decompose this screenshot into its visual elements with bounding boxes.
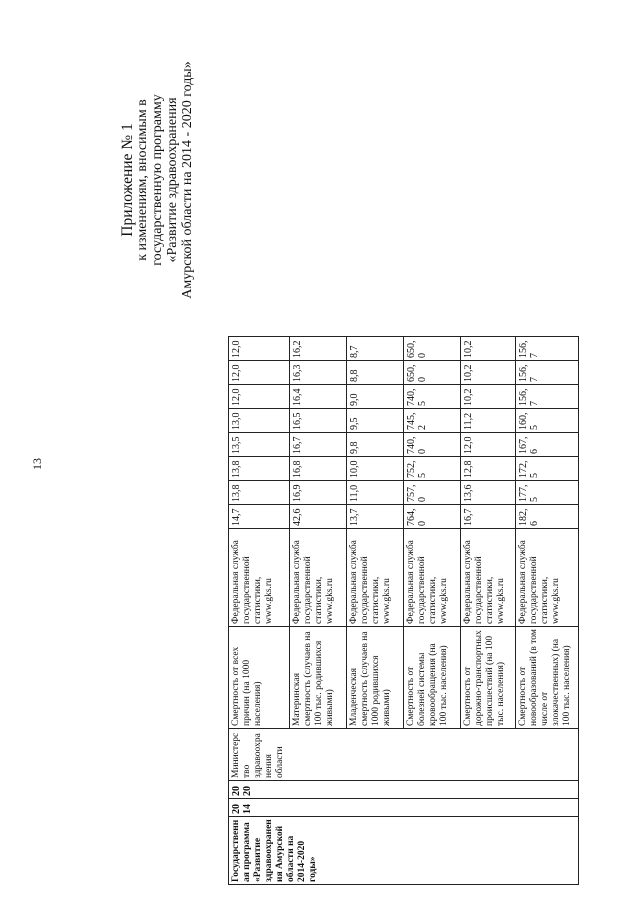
value-cell: 740,5 [404, 385, 461, 409]
value-cell: 156,7 [516, 361, 579, 385]
indicator-cell: Смертность от новообразований (в том числе от злокачественных) (на 100 тыс. населения) [516, 627, 579, 729]
value-cell: 650,0 [404, 337, 461, 361]
value-cell: 16,2 [290, 337, 347, 361]
value-cell: 13,7 [347, 505, 404, 529]
value-cell: 9,0 [347, 385, 404, 409]
value-cell: 12,0 [229, 385, 290, 409]
value-cell: 16,5 [290, 409, 347, 433]
value-cell: 182,6 [516, 505, 579, 529]
value-cell: 10,0 [347, 457, 404, 481]
source-cell: Федеральная служба государственной статистики, www.gks.ru [290, 529, 347, 627]
value-cell: 16,7 [461, 505, 516, 529]
value-cell: 13,8 [229, 457, 290, 481]
value-cell: 13,8 [229, 481, 290, 505]
indicator-cell: Смертность от всех причин (на 1000 населения) [229, 627, 290, 729]
value-cell: 13,0 [229, 409, 290, 433]
value-cell: 14,7 [229, 505, 290, 529]
value-cell: 16,4 [290, 385, 347, 409]
value-cell: 167,6 [516, 433, 579, 457]
source-cell: Федеральная служба государственной статистики, www.gks.ru [461, 529, 516, 627]
indicators-table [228, 23, 579, 886]
value-cell: 9,8 [347, 433, 404, 457]
blank-space [229, 23, 579, 337]
value-cell: 764,0 [404, 505, 461, 529]
value-cell: 156,7 [516, 337, 579, 361]
value-cell: 16,3 [290, 361, 347, 385]
value-cell: 160,5 [516, 409, 579, 433]
source-cell: Федеральная служба государственной статистики, www.gks.ru [229, 529, 290, 627]
value-cell: 745,2 [404, 409, 461, 433]
value-cell: 172,5 [516, 457, 579, 481]
page-number: 13 [30, 458, 44, 470]
value-cell: 13,6 [461, 481, 516, 505]
appendix-title: Приложение № 1 [119, 123, 136, 237]
table-row [229, 23, 290, 885]
value-cell: 757,0 [404, 481, 461, 505]
indicator-cell: Смертность от болезней системы кровообращения (на 100 тыс. населения) [404, 627, 461, 729]
source-cell: Федеральная служба государственной статистики, www.gks.ru [347, 529, 404, 627]
value-cell: 650,0 [404, 361, 461, 385]
value-cell: 16,7 [290, 433, 347, 457]
value-cell: 12,8 [461, 457, 516, 481]
appendix-line-4: Амурской области на 2014 - 2020 годы» [180, 61, 195, 299]
value-cell: 42,6 [290, 505, 347, 529]
value-cell: 13,5 [229, 433, 290, 457]
value-cell: 740,0 [404, 433, 461, 457]
appendix-line-1: к изменениям, вносимым в [135, 99, 150, 261]
appendix-line-2: государственную программу [150, 94, 165, 266]
value-cell: 156,7 [516, 385, 579, 409]
program-name: Государственная программа «Развитие здравоохранения Амурской области на 2014-2020 годы» [229, 817, 579, 885]
value-cell: 8,8 [347, 361, 404, 385]
value-cell: 11,0 [347, 481, 404, 505]
value-cell: 752,5 [404, 457, 461, 481]
value-cell: 9,5 [347, 409, 404, 433]
value-cell: 10,2 [461, 385, 516, 409]
value-cell: 10,2 [461, 337, 516, 361]
year-start: 2014 [229, 799, 579, 817]
indicator-cell: Смертность от дорожно-транспортных происшествий (на 100 тыс. населения) [461, 627, 516, 729]
value-cell: 177,5 [516, 481, 579, 505]
indicator-cell: Материнская смертность (случаев на 100 тыс. родившихся живыми) [290, 627, 347, 729]
value-cell: 10,2 [461, 361, 516, 385]
value-cell: 12,0 [461, 433, 516, 457]
appendix-header [120, 15, 195, 345]
value-cell: 16,8 [290, 457, 347, 481]
value-cell: 12,0 [229, 337, 290, 361]
year-end: 2020 [229, 781, 579, 799]
value-cell: 12,0 [229, 361, 290, 385]
value-cell: 8,7 [347, 337, 404, 361]
indicator-cell: Младенческая смертность (случаев на 1000 родившихся живыми) [347, 627, 404, 729]
ministry: Министерство здравоохранения области [229, 729, 579, 781]
source-cell: Федеральная служба государственной статистики, www.gks.ru [516, 529, 579, 627]
appendix-line-3: «Развитие здравоохранения [165, 97, 180, 263]
value-cell: 16,9 [290, 481, 347, 505]
source-cell: Федеральная служба государственной статистики, www.gks.ru [404, 529, 461, 627]
value-cell: 11,2 [461, 409, 516, 433]
